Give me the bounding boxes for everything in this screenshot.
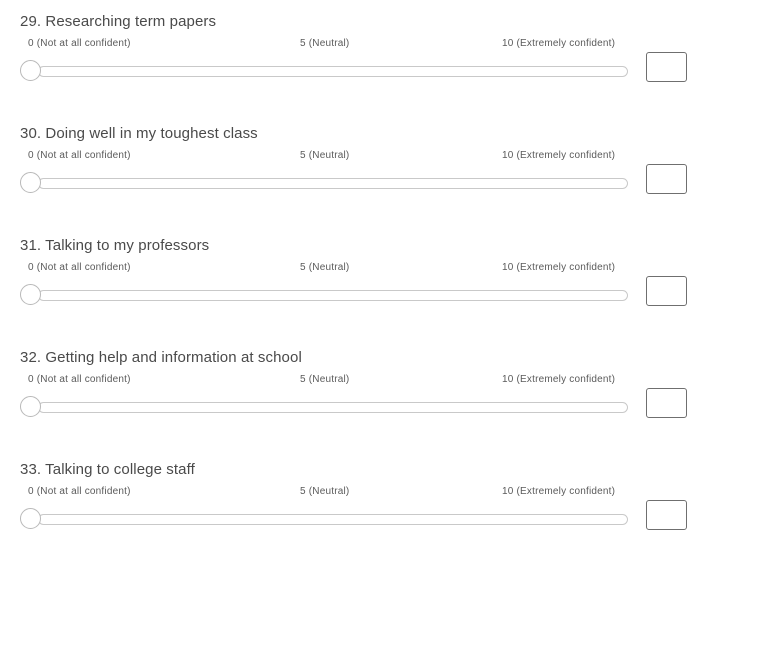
scale-label-right-32: 10 (Extremely confident) xyxy=(502,374,616,385)
scale-labels-30 xyxy=(28,150,628,166)
scale-label-left-33: 0 (Not at all confident) xyxy=(28,486,131,497)
scale-labels-31 xyxy=(28,262,628,278)
scale-label-left-32: 0 (Not at all confident) xyxy=(28,374,131,385)
scale-label-right-30: 10 (Extremely confident) xyxy=(502,150,616,161)
scale-label-mid-30: 5 (Neutral) xyxy=(300,150,350,161)
scale-label-mid-31: 5 (Neutral) xyxy=(300,262,350,273)
question-title-30: 30. Doing well in my toughest class xyxy=(20,125,258,142)
question-block-32 xyxy=(0,336,766,448)
scale-label-left-31: 0 (Not at all confident) xyxy=(28,262,131,273)
question-title-33: 33. Talking to college staff xyxy=(20,461,195,478)
value-input-32[interactable] xyxy=(646,388,687,418)
scale-label-mid-32: 5 (Neutral) xyxy=(300,374,350,385)
scale-label-left-29: 0 (Not at all confident) xyxy=(28,38,131,49)
slider-handle-29[interactable] xyxy=(20,60,41,81)
slider-31[interactable] xyxy=(20,284,630,308)
slider-area-31 xyxy=(0,262,766,336)
slider-handle-30[interactable] xyxy=(20,172,41,193)
slider-track-33[interactable] xyxy=(38,514,628,525)
slider-handle-32[interactable] xyxy=(20,396,41,417)
value-input-29[interactable] xyxy=(646,52,687,82)
scale-label-mid-29: 5 (Neutral) xyxy=(300,38,350,49)
slider-track-29[interactable] xyxy=(38,66,628,77)
scale-label-right-31: 10 (Extremely confident) xyxy=(502,262,616,273)
scale-label-mid-33: 5 (Neutral) xyxy=(300,486,350,497)
slider-handle-33[interactable] xyxy=(20,508,41,529)
slider-area-33 xyxy=(0,486,766,560)
question-title-29: 29. Researching term papers xyxy=(20,13,217,30)
slider-area-32 xyxy=(0,374,766,448)
scale-labels-32 xyxy=(28,374,628,390)
question-title-32: 32. Getting help and information at school xyxy=(20,349,302,366)
slider-track-32[interactable] xyxy=(38,402,628,413)
scale-labels-29 xyxy=(28,38,628,54)
slider-area-29 xyxy=(0,38,766,112)
slider-track-31[interactable] xyxy=(38,290,628,301)
value-input-33[interactable] xyxy=(646,500,687,530)
question-block-33 xyxy=(0,448,766,560)
slider-29[interactable] xyxy=(20,60,630,84)
slider-33[interactable] xyxy=(20,508,630,532)
scale-label-left-30: 0 (Not at all confident) xyxy=(28,150,131,161)
scale-label-right-29: 10 (Extremely confident) xyxy=(502,38,616,49)
value-input-31[interactable] xyxy=(646,276,687,306)
question-block-29 xyxy=(0,0,766,112)
slider-area-30 xyxy=(0,150,766,224)
question-title-31: 31. Talking to my professors xyxy=(20,237,210,254)
slider-30[interactable] xyxy=(20,172,630,196)
value-input-30[interactable] xyxy=(646,164,687,194)
question-block-30 xyxy=(0,112,766,224)
slider-32[interactable] xyxy=(20,396,630,420)
scale-label-right-33: 10 (Extremely confident) xyxy=(502,486,616,497)
slider-handle-31[interactable] xyxy=(20,284,41,305)
slider-track-30[interactable] xyxy=(38,178,628,189)
scale-labels-33 xyxy=(28,486,628,502)
question-block-31 xyxy=(0,224,766,336)
